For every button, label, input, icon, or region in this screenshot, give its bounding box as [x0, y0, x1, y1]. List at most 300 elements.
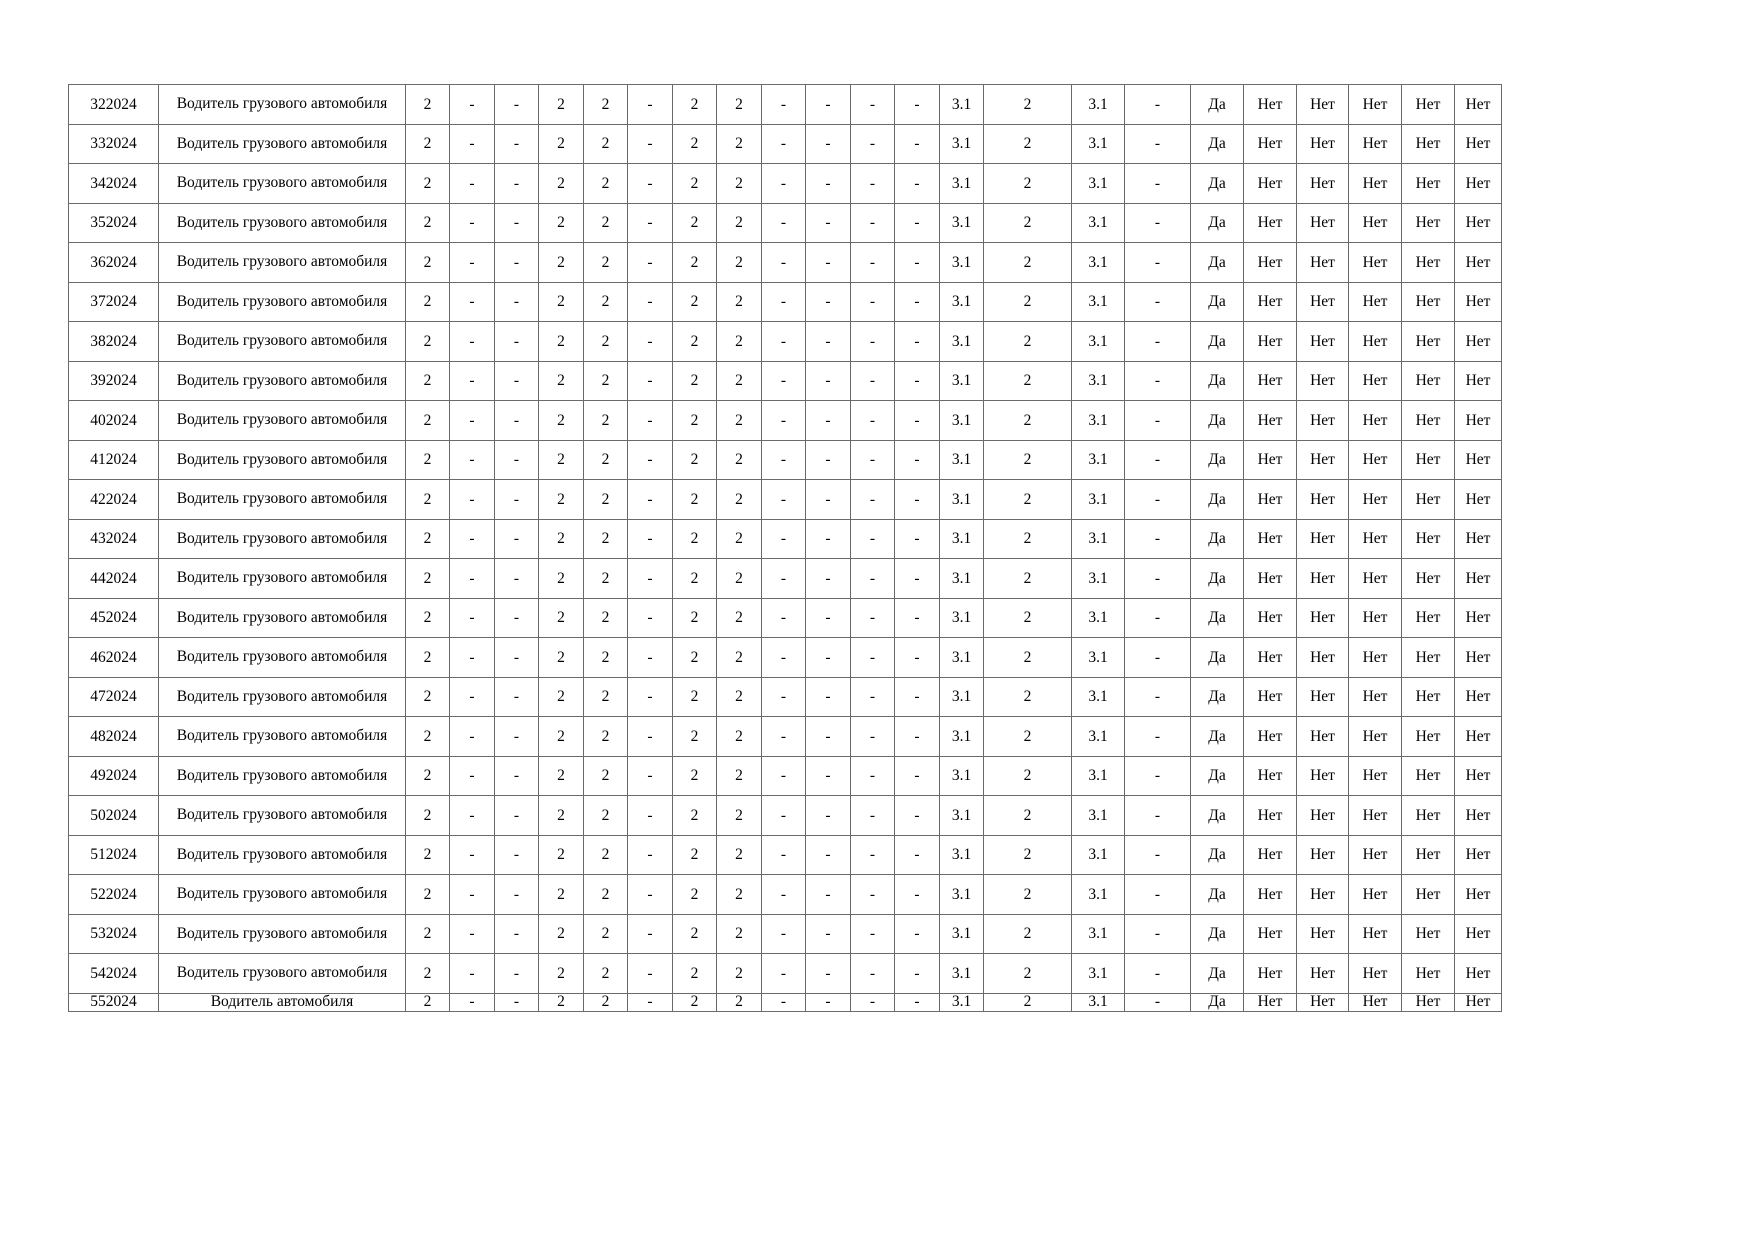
table-cell: -: [1125, 124, 1191, 164]
table-cell: -: [1125, 954, 1191, 994]
row-code-cell: 342024: [69, 164, 159, 204]
table-cell: -: [450, 875, 495, 915]
table-cell: Нет: [1244, 559, 1297, 599]
table-cell: 2: [584, 914, 628, 954]
table-cell: 2: [717, 124, 762, 164]
table-cell: Нет: [1349, 282, 1402, 322]
row-code-cell: 422024: [69, 480, 159, 520]
table-cell: -: [851, 282, 895, 322]
table-cell: -: [762, 875, 806, 915]
table-cell: 2: [717, 756, 762, 796]
table-cell: -: [628, 164, 673, 204]
table-cell: -: [762, 322, 806, 362]
table-cell: -: [628, 519, 673, 559]
table-cell: Нет: [1455, 203, 1502, 243]
table-cell: 2: [717, 440, 762, 480]
table-cell: 2: [673, 598, 717, 638]
table-cell: -: [895, 322, 940, 362]
table-cell: Нет: [1349, 993, 1402, 1011]
table-row: [69, 559, 1502, 599]
table-cell: 2: [539, 361, 584, 401]
table-cell: -: [851, 85, 895, 125]
table-cell: 3.1: [1072, 282, 1125, 322]
table-cell: 2: [984, 717, 1072, 757]
table-cell: Нет: [1244, 914, 1297, 954]
table-cell: -: [450, 519, 495, 559]
table-cell: -: [495, 835, 539, 875]
table-cell: Нет: [1297, 835, 1349, 875]
table-cell: Да: [1191, 322, 1244, 362]
table-cell: 2: [984, 519, 1072, 559]
table-cell: -: [851, 638, 895, 678]
row-code-cell: 322024: [69, 85, 159, 125]
table-cell: Нет: [1349, 954, 1402, 994]
table-cell: -: [851, 243, 895, 283]
table-cell: Нет: [1349, 875, 1402, 915]
table-cell: Нет: [1349, 914, 1402, 954]
table-cell: 3.1: [1072, 401, 1125, 441]
table-cell: -: [851, 598, 895, 638]
table-row: [69, 598, 1502, 638]
table-cell: -: [762, 401, 806, 441]
table-cell: -: [851, 677, 895, 717]
table-cell: -: [895, 993, 940, 1011]
table-cell: Да: [1191, 164, 1244, 204]
table-cell: Нет: [1402, 480, 1455, 520]
table-cell: 2: [717, 243, 762, 283]
table-cell: -: [1125, 282, 1191, 322]
table-cell: -: [628, 440, 673, 480]
table-cell: Да: [1191, 954, 1244, 994]
table-cell: Нет: [1349, 638, 1402, 678]
table-cell: 2: [984, 164, 1072, 204]
table-cell: 2: [673, 756, 717, 796]
table-cell: 2: [717, 559, 762, 599]
table-cell: -: [895, 124, 940, 164]
table-cell: 3.1: [940, 559, 984, 599]
table-cell: Да: [1191, 85, 1244, 125]
table-cell: 2: [584, 638, 628, 678]
row-code-cell: 382024: [69, 322, 159, 362]
table-cell: -: [851, 954, 895, 994]
position-name-cell: Водитель грузового автомобиля: [159, 243, 406, 283]
table-cell: 2: [539, 677, 584, 717]
table-cell: -: [1125, 993, 1191, 1011]
table-cell: Нет: [1297, 796, 1349, 836]
table-cell: -: [1125, 756, 1191, 796]
table-cell: Нет: [1244, 282, 1297, 322]
table-cell: 2: [406, 322, 450, 362]
table-cell: -: [450, 164, 495, 204]
table-cell: Нет: [1455, 993, 1502, 1011]
table-cell: Нет: [1402, 85, 1455, 125]
table-cell: Нет: [1455, 85, 1502, 125]
table-cell: -: [628, 401, 673, 441]
table-cell: Нет: [1297, 243, 1349, 283]
table-cell: Нет: [1455, 519, 1502, 559]
table-cell: 2: [984, 322, 1072, 362]
table-row: [69, 85, 1502, 125]
row-code-cell: 462024: [69, 638, 159, 678]
table-cell: -: [450, 638, 495, 678]
table-cell: 2: [984, 282, 1072, 322]
table-cell: 2: [984, 914, 1072, 954]
table-cell: Нет: [1349, 440, 1402, 480]
table-cell: -: [762, 598, 806, 638]
table-cell: -: [762, 835, 806, 875]
table-cell: Нет: [1455, 124, 1502, 164]
table-cell: Нет: [1349, 124, 1402, 164]
table-cell: -: [806, 914, 851, 954]
table-cell: 3.1: [1072, 124, 1125, 164]
table-row: [69, 638, 1502, 678]
table-cell: 3.1: [1072, 519, 1125, 559]
table-cell: -: [450, 401, 495, 441]
table-cell: -: [762, 203, 806, 243]
table-cell: -: [495, 243, 539, 283]
table-cell: 3.1: [940, 322, 984, 362]
table-cell: Нет: [1297, 559, 1349, 599]
table-cell: 2: [539, 559, 584, 599]
table-cell: -: [851, 875, 895, 915]
table-cell: -: [851, 203, 895, 243]
table-cell: Нет: [1402, 322, 1455, 362]
table-cell: Нет: [1244, 638, 1297, 678]
table-cell: Да: [1191, 559, 1244, 599]
row-code-cell: 472024: [69, 677, 159, 717]
table-cell: 2: [406, 796, 450, 836]
table-cell: -: [851, 559, 895, 599]
table-cell: 2: [717, 203, 762, 243]
position-name-cell: Водитель грузового автомобиля: [159, 559, 406, 599]
table-cell: 2: [584, 835, 628, 875]
table-cell: -: [762, 361, 806, 401]
table-cell: -: [762, 717, 806, 757]
table-cell: Да: [1191, 282, 1244, 322]
table-cell: -: [895, 638, 940, 678]
table-cell: -: [628, 638, 673, 678]
table-cell: 2: [584, 243, 628, 283]
table-cell: 2: [406, 243, 450, 283]
table-cell: -: [806, 164, 851, 204]
table-cell: -: [495, 85, 539, 125]
table-row: [69, 756, 1502, 796]
table-cell: 2: [717, 519, 762, 559]
table-cell: Нет: [1402, 914, 1455, 954]
table-cell: Нет: [1455, 717, 1502, 757]
table-cell: 3.1: [1072, 677, 1125, 717]
table-cell: Нет: [1244, 164, 1297, 204]
table-cell: -: [806, 480, 851, 520]
table-cell: Нет: [1455, 756, 1502, 796]
table-cell: -: [806, 993, 851, 1011]
table-cell: 2: [539, 124, 584, 164]
position-name-cell: Водитель грузового автомобиля: [159, 875, 406, 915]
table-cell: 2: [539, 243, 584, 283]
table-cell: 2: [717, 677, 762, 717]
table-cell: 3.1: [1072, 85, 1125, 125]
table-cell: 2: [673, 203, 717, 243]
table-cell: -: [806, 124, 851, 164]
table-cell: -: [851, 717, 895, 757]
table-cell: 2: [584, 480, 628, 520]
table-cell: -: [628, 282, 673, 322]
table-cell: Нет: [1297, 638, 1349, 678]
table-cell: Да: [1191, 835, 1244, 875]
table-cell: Нет: [1402, 282, 1455, 322]
table-cell: 2: [539, 85, 584, 125]
table-cell: Да: [1191, 796, 1244, 836]
position-name-cell: Водитель грузового автомобиля: [159, 756, 406, 796]
table-cell: -: [495, 875, 539, 915]
table-cell: 3.1: [1072, 914, 1125, 954]
table-cell: 2: [584, 401, 628, 441]
position-name-cell: Водитель грузового автомобиля: [159, 164, 406, 204]
table-cell: 2: [984, 638, 1072, 678]
table-cell: Нет: [1297, 203, 1349, 243]
row-code-cell: 352024: [69, 203, 159, 243]
table-cell: Нет: [1455, 835, 1502, 875]
table-cell: -: [762, 677, 806, 717]
table-cell: -: [450, 717, 495, 757]
table-cell: Нет: [1297, 756, 1349, 796]
table-cell: 2: [673, 677, 717, 717]
table-cell: -: [628, 993, 673, 1011]
table-cell: 2: [406, 440, 450, 480]
table-cell: -: [806, 638, 851, 678]
table-cell: -: [495, 282, 539, 322]
table-row: [69, 282, 1502, 322]
table-cell: Нет: [1297, 322, 1349, 362]
table-cell: Нет: [1244, 677, 1297, 717]
table-cell: Нет: [1349, 322, 1402, 362]
table-cell: -: [450, 598, 495, 638]
table-cell: Нет: [1297, 124, 1349, 164]
table-cell: 2: [539, 598, 584, 638]
table-cell: -: [1125, 203, 1191, 243]
table-cell: -: [450, 480, 495, 520]
table-cell: -: [628, 756, 673, 796]
table-cell: -: [895, 401, 940, 441]
table-cell: Нет: [1349, 677, 1402, 717]
table-cell: -: [1125, 875, 1191, 915]
table-cell: 2: [539, 203, 584, 243]
table-cell: -: [495, 361, 539, 401]
table-cell: -: [495, 480, 539, 520]
table-cell: Нет: [1349, 717, 1402, 757]
table-cell: 2: [406, 993, 450, 1011]
row-code-cell: 542024: [69, 954, 159, 994]
table-cell: 2: [539, 519, 584, 559]
table-row: [69, 480, 1502, 520]
table-cell: -: [895, 677, 940, 717]
table-cell: -: [495, 401, 539, 441]
table-cell: -: [450, 677, 495, 717]
table-cell: Нет: [1349, 361, 1402, 401]
table-cell: -: [1125, 519, 1191, 559]
table-cell: 2: [406, 124, 450, 164]
table-cell: 2: [673, 717, 717, 757]
table-row: [69, 875, 1502, 915]
table-cell: Нет: [1349, 598, 1402, 638]
table-cell: 2: [984, 361, 1072, 401]
table-cell: 2: [584, 440, 628, 480]
table-cell: 3.1: [1072, 835, 1125, 875]
table-cell: -: [495, 519, 539, 559]
table-cell: -: [806, 835, 851, 875]
table-cell: -: [495, 440, 539, 480]
table-cell: 2: [406, 203, 450, 243]
table-cell: Нет: [1455, 598, 1502, 638]
table-cell: Нет: [1244, 361, 1297, 401]
table-cell: -: [450, 124, 495, 164]
table-cell: -: [895, 282, 940, 322]
table-cell: 2: [539, 875, 584, 915]
table-cell: Нет: [1244, 954, 1297, 994]
position-name-cell: Водитель грузового автомобиля: [159, 835, 406, 875]
table-cell: -: [762, 756, 806, 796]
table-cell: Нет: [1349, 243, 1402, 283]
table-cell: 2: [539, 756, 584, 796]
table-cell: -: [806, 85, 851, 125]
table-cell: -: [895, 954, 940, 994]
table-cell: 2: [673, 796, 717, 836]
table-cell: 2: [717, 164, 762, 204]
table-cell: 2: [984, 440, 1072, 480]
table-cell: 2: [539, 993, 584, 1011]
table-cell: -: [628, 559, 673, 599]
table-cell: -: [806, 401, 851, 441]
table-cell: -: [450, 243, 495, 283]
table-cell: Нет: [1402, 361, 1455, 401]
position-name-cell: Водитель грузового автомобиля: [159, 480, 406, 520]
table-cell: Нет: [1402, 164, 1455, 204]
table-cell: 3.1: [940, 124, 984, 164]
table-cell: 2: [984, 480, 1072, 520]
table-cell: 2: [584, 598, 628, 638]
table-cell: 2: [717, 954, 762, 994]
table-cell: -: [495, 717, 539, 757]
table-cell: Нет: [1244, 756, 1297, 796]
table-cell: -: [495, 559, 539, 599]
table-cell: 2: [406, 282, 450, 322]
table-cell: -: [851, 124, 895, 164]
table-cell: Нет: [1455, 954, 1502, 994]
table-cell: -: [851, 914, 895, 954]
table-cell: 2: [984, 993, 1072, 1011]
table-cell: 2: [984, 756, 1072, 796]
row-code-cell: 362024: [69, 243, 159, 283]
position-name-cell: Водитель грузового автомобиля: [159, 914, 406, 954]
table-cell: -: [806, 559, 851, 599]
table-cell: -: [762, 559, 806, 599]
table-cell: 2: [584, 993, 628, 1011]
table-cell: -: [450, 282, 495, 322]
table-cell: -: [762, 954, 806, 994]
table-cell: 2: [539, 796, 584, 836]
table-cell: 3.1: [940, 677, 984, 717]
table-cell: 2: [673, 282, 717, 322]
table-cell: Нет: [1349, 164, 1402, 204]
table-row: [69, 440, 1502, 480]
table-cell: 2: [717, 717, 762, 757]
table-cell: Нет: [1297, 914, 1349, 954]
table-cell: -: [895, 875, 940, 915]
table-cell: -: [450, 914, 495, 954]
table-cell: -: [806, 322, 851, 362]
position-name-cell: Водитель грузового автомобиля: [159, 638, 406, 678]
position-name-cell: Водитель грузового автомобиля: [159, 717, 406, 757]
table-cell: 2: [584, 756, 628, 796]
table-row: [69, 203, 1502, 243]
table-cell: -: [806, 677, 851, 717]
table-row: [69, 243, 1502, 283]
table-cell: -: [1125, 480, 1191, 520]
table-cell: 3.1: [1072, 638, 1125, 678]
table-cell: 2: [717, 796, 762, 836]
table-cell: Нет: [1297, 85, 1349, 125]
table-cell: 3.1: [1072, 993, 1125, 1011]
table-cell: 3.1: [940, 519, 984, 559]
table-cell: -: [806, 796, 851, 836]
table-cell: -: [851, 480, 895, 520]
table-cell: -: [628, 835, 673, 875]
table-cell: Нет: [1244, 203, 1297, 243]
table-cell: -: [495, 638, 539, 678]
table-cell: Нет: [1402, 401, 1455, 441]
table-cell: Да: [1191, 717, 1244, 757]
table-cell: 2: [673, 401, 717, 441]
table-cell: -: [895, 440, 940, 480]
table-cell: -: [851, 164, 895, 204]
table-cell: 2: [673, 85, 717, 125]
table-cell: -: [806, 954, 851, 994]
table-cell: 2: [584, 203, 628, 243]
table-cell: 3.1: [940, 203, 984, 243]
table-body: [69, 85, 1502, 1012]
table-cell: Нет: [1455, 322, 1502, 362]
table-cell: -: [762, 480, 806, 520]
table-cell: Нет: [1455, 677, 1502, 717]
table-cell: 3.1: [1072, 322, 1125, 362]
table-cell: -: [895, 717, 940, 757]
table-cell: 2: [673, 243, 717, 283]
table-cell: -: [1125, 243, 1191, 283]
row-code-cell: 442024: [69, 559, 159, 599]
table-cell: Нет: [1455, 164, 1502, 204]
table-cell: Нет: [1402, 519, 1455, 559]
table-cell: 2: [539, 440, 584, 480]
table-cell: 2: [584, 519, 628, 559]
table-cell: -: [895, 519, 940, 559]
table-cell: Нет: [1244, 85, 1297, 125]
table-cell: 2: [539, 914, 584, 954]
row-code-cell: 512024: [69, 835, 159, 875]
table-cell: Нет: [1455, 440, 1502, 480]
table-cell: 2: [584, 559, 628, 599]
table-cell: -: [495, 322, 539, 362]
table-cell: Да: [1191, 243, 1244, 283]
table-cell: Нет: [1244, 875, 1297, 915]
table-cell: -: [895, 835, 940, 875]
table-cell: 3.1: [940, 401, 984, 441]
table-cell: 2: [539, 480, 584, 520]
table-cell: -: [495, 796, 539, 836]
table-cell: 2: [584, 85, 628, 125]
table-cell: 2: [717, 480, 762, 520]
table-cell: 2: [717, 993, 762, 1011]
table-cell: -: [628, 85, 673, 125]
